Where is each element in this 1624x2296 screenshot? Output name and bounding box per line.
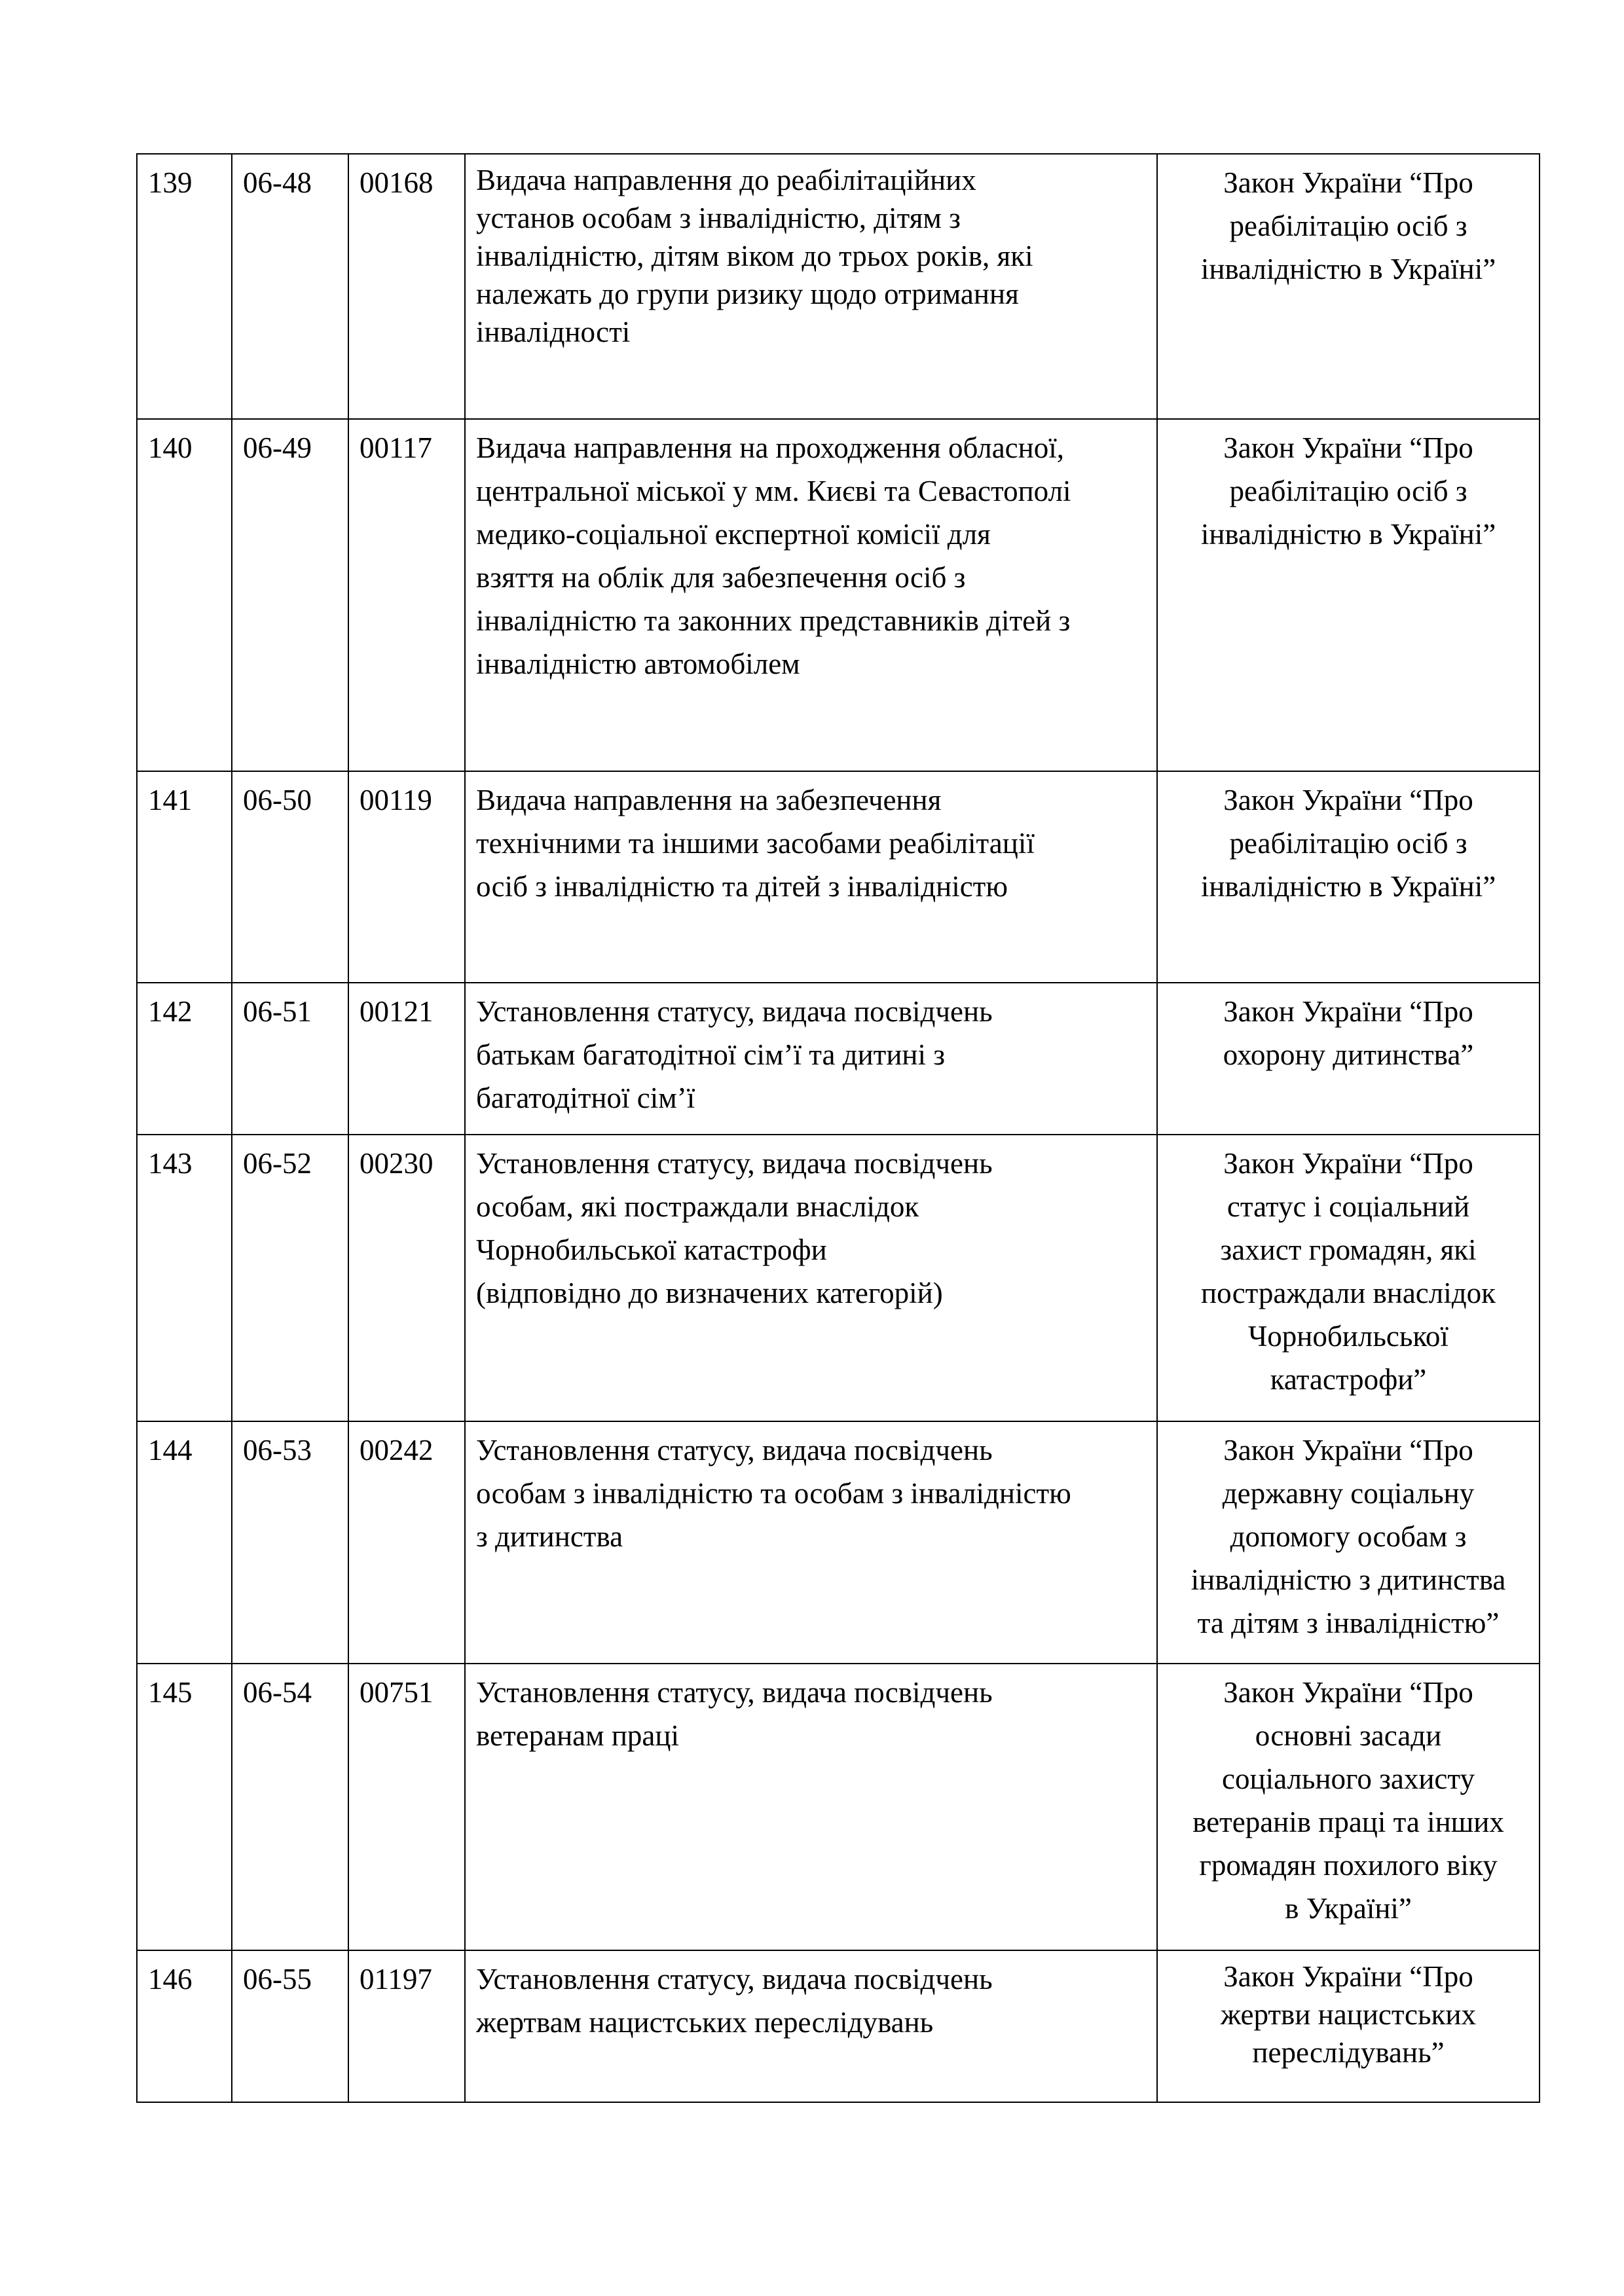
- service-code: 06-53: [232, 1421, 348, 1664]
- row-number: 140: [137, 419, 232, 771]
- service-code: 06-52: [232, 1135, 348, 1421]
- description-line: Видача направлення на проходження обласної,: [476, 431, 1064, 464]
- legal-basis-line: захист громадян, які: [1220, 1233, 1477, 1266]
- description-line: належать до групи ризику щодо отримання: [476, 278, 1019, 310]
- legal-basis: [1157, 1421, 1540, 1664]
- legal-basis-line: Закон України “Про: [1223, 995, 1473, 1028]
- description-line: особам, які постраждали внаслідок: [476, 1190, 919, 1223]
- description-line: батькам багатодітної сім’ї та дитині з: [476, 1038, 946, 1071]
- legal-basis: [1157, 419, 1540, 771]
- service-id: 00242: [348, 1421, 465, 1664]
- description-line: інвалідністю та законних представників дітей з: [476, 604, 1071, 637]
- row-number: 139: [137, 154, 232, 419]
- row-number: 145: [137, 1664, 232, 1950]
- legal-basis-line: Закон України “Про: [1223, 1676, 1473, 1709]
- service-description: [465, 1135, 1157, 1421]
- legal-basis-line: інвалідністю в Україні”: [1200, 253, 1496, 285]
- description-line: особам з інвалідністю та особам з інвалідністю: [476, 1477, 1071, 1510]
- service-description: [465, 983, 1157, 1135]
- legal-basis-line: Чорнобильської: [1248, 1320, 1449, 1353]
- services-table-body: [137, 154, 1540, 2102]
- table-row: [137, 1664, 1540, 1950]
- table-row: [137, 154, 1540, 419]
- legal-basis-line: основні засади: [1255, 1719, 1442, 1752]
- description-line: інвалідністю, дітям віком до трьох років, які: [476, 240, 1033, 272]
- description-line: Установлення статусу, видача посвідчень: [476, 1147, 993, 1180]
- legal-basis-line: та дітям з інвалідністю”: [1197, 1607, 1500, 1639]
- service-code: 06-55: [232, 1950, 348, 2102]
- description-line: Установлення статусу, видача посвідчень: [476, 995, 993, 1028]
- service-code: 06-48: [232, 154, 348, 419]
- legal-basis-line: реабілітацію осіб з: [1229, 827, 1467, 860]
- legal-basis-line: статус і соціальний: [1227, 1190, 1470, 1223]
- table-row: [137, 419, 1540, 771]
- legal-basis-line: Закон України “Про: [1223, 431, 1473, 464]
- table-row: [137, 771, 1540, 983]
- table-row: [137, 1421, 1540, 1664]
- legal-basis: [1157, 983, 1540, 1135]
- legal-basis-line: державну соціальну: [1222, 1477, 1475, 1510]
- description-line: осіб з інвалідністю та дітей з інвалідністю: [476, 870, 1008, 903]
- table-row: [137, 1950, 1540, 2102]
- row-number: 144: [137, 1421, 232, 1664]
- legal-basis-line: громадян похилого віку: [1199, 1849, 1498, 1882]
- service-code: 06-49: [232, 419, 348, 771]
- description-line: Видача направлення на забезпечення: [476, 784, 942, 816]
- service-description: [465, 1664, 1157, 1950]
- legal-basis: [1157, 1135, 1540, 1421]
- description-line: інвалідністю автомобілем: [476, 647, 800, 680]
- description-line: інвалідності: [476, 316, 631, 348]
- service-id: 00168: [348, 154, 465, 419]
- description-line: Видача направлення до реабілітаційних: [476, 164, 976, 196]
- legal-basis-line: постраждали внаслідок: [1201, 1277, 1496, 1309]
- legal-basis-line: переслідувань”: [1252, 2036, 1445, 2069]
- description-line: центральної міської у мм. Києві та Севастополі: [476, 475, 1071, 507]
- legal-basis-line: Закон України “Про: [1223, 166, 1473, 199]
- legal-basis-line: допомогу особам з: [1230, 1520, 1467, 1553]
- service-description: [465, 1950, 1157, 2102]
- description-line: Установлення статусу, видача посвідчень: [476, 1963, 993, 1995]
- legal-basis: [1157, 1950, 1540, 2102]
- service-description: [465, 1421, 1157, 1664]
- legal-basis-line: Закон України “Про: [1223, 1147, 1473, 1180]
- description-line: Чорнобильської катастрофи: [476, 1233, 827, 1266]
- description-line: медико-соціальної експертної комісії для: [476, 518, 991, 551]
- legal-basis-line: Закон України “Про: [1223, 1960, 1473, 1993]
- legal-basis-line: реабілітацію осіб з: [1229, 210, 1467, 242]
- service-id: 01197: [348, 1950, 465, 2102]
- description-line: жертвам нацистських переслідувань: [476, 2006, 934, 2039]
- service-id: 00751: [348, 1664, 465, 1950]
- description-line: Установлення статусу, видача посвідчень: [476, 1434, 993, 1467]
- legal-basis-line: ветеранів праці та інших: [1192, 1806, 1504, 1838]
- legal-basis-line: інвалідністю в Україні”: [1200, 870, 1496, 903]
- service-code: 06-51: [232, 983, 348, 1135]
- service-code: 06-54: [232, 1664, 348, 1950]
- service-code: 06-50: [232, 771, 348, 983]
- description-line: взяття на облік для забезпечення осіб з: [476, 561, 966, 594]
- service-id: 00121: [348, 983, 465, 1135]
- legal-basis-line: охорону дитинства”: [1223, 1038, 1474, 1071]
- legal-basis-line: жертви нацистських: [1221, 1998, 1476, 2031]
- row-number: 141: [137, 771, 232, 983]
- service-description: [465, 154, 1157, 419]
- legal-basis: [1157, 1664, 1540, 1950]
- legal-basis-line: Закон України “Про: [1223, 784, 1473, 816]
- service-description: [465, 771, 1157, 983]
- description-line: з дитинства: [476, 1520, 623, 1553]
- legal-basis-line: в Україні”: [1285, 1892, 1412, 1925]
- description-line: установ особам з інвалідністю, дітям з: [476, 202, 961, 234]
- table-row: [137, 983, 1540, 1135]
- description-line: ветеранам праці: [476, 1719, 679, 1752]
- legal-basis-line: катастрофи”: [1270, 1363, 1427, 1396]
- legal-basis: [1157, 771, 1540, 983]
- row-number: 146: [137, 1950, 232, 2102]
- legal-basis: [1157, 154, 1540, 419]
- row-number: 143: [137, 1135, 232, 1421]
- service-id: 00230: [348, 1135, 465, 1421]
- legal-basis-line: інвалідністю з дитинства: [1190, 1563, 1506, 1596]
- description-line: багатодітної сім’ї: [476, 1082, 695, 1114]
- row-number: 142: [137, 983, 232, 1135]
- description-line: (відповідно до визначених категорій): [476, 1277, 943, 1309]
- table-row: [137, 1135, 1540, 1421]
- legal-basis-line: соціального захисту: [1222, 1762, 1475, 1795]
- description-line: Установлення статусу, видача посвідчень: [476, 1676, 993, 1709]
- legal-basis-line: інвалідністю в Україні”: [1200, 518, 1496, 551]
- legal-basis-line: реабілітацію осіб з: [1229, 475, 1467, 507]
- service-id: 00117: [348, 419, 465, 771]
- service-id: 00119: [348, 771, 465, 983]
- description-line: технічними та іншими засобами реабілітації: [476, 827, 1035, 860]
- service-description: [465, 419, 1157, 771]
- legal-basis-line: Закон України “Про: [1223, 1434, 1473, 1467]
- services-table: [136, 153, 1540, 2103]
